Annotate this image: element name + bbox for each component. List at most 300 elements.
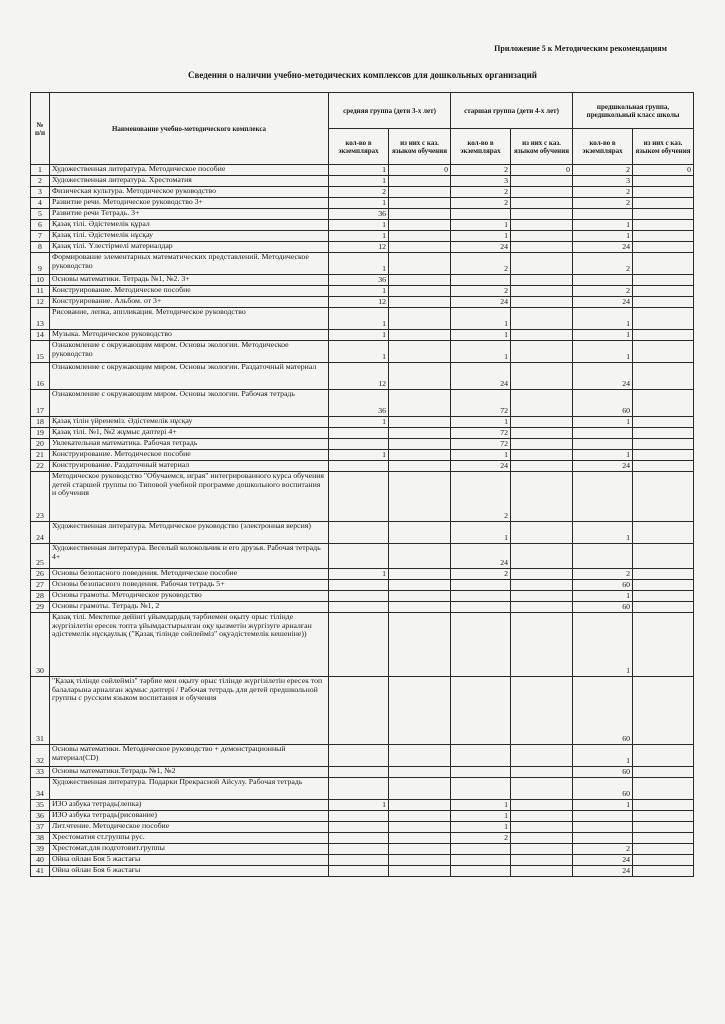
row-number: 26 [31, 569, 50, 580]
qty-cell [329, 428, 389, 439]
kaz-cell [511, 439, 573, 450]
qty-cell: 60 [573, 602, 633, 613]
kaz-cell [389, 833, 451, 844]
row-name: Формирование элементарных математических представлений. Методическое руководство [50, 253, 329, 275]
kaz-cell [389, 275, 451, 286]
qty-cell: 36 [329, 390, 389, 417]
row-name: Қазақ тілін үйренеміз. Әдістемелік нұсқау [50, 417, 329, 428]
row-name: Основы грамоты. Тетрадь №1, 2 [50, 602, 329, 613]
kaz-cell [511, 778, 573, 800]
table-row [31, 198, 694, 209]
qty-cell: 2 [451, 472, 511, 522]
kaz-cell [511, 390, 573, 417]
qty-cell: 2 [451, 165, 511, 176]
kaz-cell [511, 522, 573, 544]
qty-cell: 1 [451, 308, 511, 330]
kaz-cell [633, 220, 694, 231]
kaz-cell [633, 580, 694, 591]
qty-cell [329, 855, 389, 866]
qty-cell [329, 591, 389, 602]
kaz-cell [511, 833, 573, 844]
qty-cell: 2 [451, 253, 511, 275]
table-row [31, 800, 694, 811]
kaz-cell [633, 428, 694, 439]
qty-cell: 2 [573, 165, 633, 176]
qty-cell: 12 [329, 363, 389, 390]
kaz-cell [389, 286, 451, 297]
row-name: Основы математики. Методическое руководство + демонстрационный материал(CD) [50, 745, 329, 767]
kaz-cell [633, 209, 694, 220]
qty-cell: 1 [329, 308, 389, 330]
qty-cell: 1 [573, 450, 633, 461]
kaz-cell [511, 569, 573, 580]
table-row [31, 286, 694, 297]
qty-cell: 1 [573, 417, 633, 428]
kaz-cell [633, 341, 694, 363]
qty-cell [451, 844, 511, 855]
row-number: 33 [31, 767, 50, 778]
row-number: 38 [31, 833, 50, 844]
qty-cell: 1 [451, 822, 511, 833]
row-number: 8 [31, 242, 50, 253]
row-name: Развитие речи. Методическое руководство 3+ [50, 198, 329, 209]
kaz-cell [511, 800, 573, 811]
qty-cell: 2 [451, 198, 511, 209]
kaz-cell [633, 450, 694, 461]
qty-cell: 12 [329, 297, 389, 308]
row-name: Ознакомление с окружающим миром. Основы экологии. Методическое руководство [50, 341, 329, 363]
kaz-cell [633, 286, 694, 297]
kaz-cell [633, 602, 694, 613]
row-number: 12 [31, 297, 50, 308]
kaz-cell [511, 417, 573, 428]
table-row [31, 580, 694, 591]
kaz-cell [389, 198, 451, 209]
qty-cell [451, 866, 511, 877]
table-row [31, 811, 694, 822]
row-number: 35 [31, 800, 50, 811]
qty-cell: 1 [329, 220, 389, 231]
row-number: 21 [31, 450, 50, 461]
qty-cell: 2 [573, 844, 633, 855]
qty-cell: 1 [451, 231, 511, 242]
header-num: № п/п [31, 93, 50, 165]
kaz-cell [511, 220, 573, 231]
kaz-cell [511, 544, 573, 569]
qty-cell: 2 [451, 569, 511, 580]
row-name: Конструирование. Альбом. от 3+ [50, 297, 329, 308]
row-number: 14 [31, 330, 50, 341]
qty-cell [573, 544, 633, 569]
row-number: 4 [31, 198, 50, 209]
qty-cell: 60 [573, 390, 633, 417]
row-number: 27 [31, 580, 50, 591]
qty-cell [573, 439, 633, 450]
row-name: Основы грамоты. Методическое руководство [50, 591, 329, 602]
row-number: 15 [31, 341, 50, 363]
kaz-cell [511, 275, 573, 286]
row-name: Основы безопасного поведения. Рабочая тетрадь 5+ [50, 580, 329, 591]
qty-cell [451, 591, 511, 602]
kaz-cell [511, 822, 573, 833]
qty-cell: 1 [573, 330, 633, 341]
table-row [31, 253, 694, 275]
header-qty: кол-во в экземплярах [329, 129, 389, 165]
table-row [31, 613, 694, 677]
kaz-cell [389, 417, 451, 428]
qty-cell: 1 [451, 800, 511, 811]
kaz-cell [389, 800, 451, 811]
qty-cell: 60 [573, 677, 633, 745]
qty-cell: 72 [451, 428, 511, 439]
qty-cell: 1 [329, 800, 389, 811]
qty-cell: 2 [329, 187, 389, 198]
table-row [31, 767, 694, 778]
kaz-cell [633, 461, 694, 472]
kaz-cell [511, 242, 573, 253]
kaz-cell [389, 866, 451, 877]
qty-cell: 24 [573, 461, 633, 472]
qty-cell [451, 767, 511, 778]
kaz-cell [633, 569, 694, 580]
table-row [31, 297, 694, 308]
row-name: Основы математики.Тетрадь №1, №2 [50, 767, 329, 778]
row-name: Хрестоматия ст.группы рус. [50, 833, 329, 844]
kaz-cell [633, 297, 694, 308]
header-qty: кол-во в экземплярах [573, 129, 633, 165]
table-row [31, 677, 694, 745]
qty-cell: 2 [451, 286, 511, 297]
row-name: Физическая культура. Методическое руководство [50, 187, 329, 198]
qty-cell: 1 [573, 220, 633, 231]
qty-cell: 72 [451, 439, 511, 450]
kaz-cell [511, 844, 573, 855]
row-number: 36 [31, 811, 50, 822]
kaz-cell [389, 745, 451, 767]
row-number: 18 [31, 417, 50, 428]
row-name: Музыка. Методическое руководство [50, 330, 329, 341]
qty-cell: 2 [573, 198, 633, 209]
row-number: 34 [31, 778, 50, 800]
row-number: 32 [31, 745, 50, 767]
kaz-cell [511, 591, 573, 602]
kaz-cell [389, 363, 451, 390]
header-kaz: из них с каз. языком обучения [511, 129, 573, 165]
header-kaz: из них с каз. языком обучения [633, 129, 694, 165]
qty-cell: 1 [573, 341, 633, 363]
qty-cell: 2 [451, 833, 511, 844]
table-row [31, 544, 694, 569]
table-row [31, 176, 694, 187]
qty-cell [451, 613, 511, 677]
qty-cell: 24 [573, 855, 633, 866]
table-row [31, 833, 694, 844]
kaz-cell [633, 591, 694, 602]
table-row [31, 855, 694, 866]
row-number: 6 [31, 220, 50, 231]
qty-cell: 2 [573, 187, 633, 198]
kaz-cell [511, 363, 573, 390]
qty-cell [329, 677, 389, 745]
qty-cell [329, 602, 389, 613]
row-name: Хрестомат.для подготовит.группы [50, 844, 329, 855]
qty-cell: 72 [451, 390, 511, 417]
kaz-cell [633, 544, 694, 569]
row-number: 37 [31, 822, 50, 833]
qty-cell: 1 [329, 450, 389, 461]
kaz-cell [511, 450, 573, 461]
row-name: Художественная литература. Подарки Прекрасной Айсулу. Рабочая тетрадь [50, 778, 329, 800]
table-row [31, 461, 694, 472]
qty-cell: 1 [573, 613, 633, 677]
kaz-cell [389, 591, 451, 602]
kaz-cell [633, 176, 694, 187]
kaz-cell [389, 253, 451, 275]
row-number: 20 [31, 439, 50, 450]
kaz-cell [511, 297, 573, 308]
qty-cell [451, 580, 511, 591]
qty-cell: 1 [573, 745, 633, 767]
kaz-cell [389, 231, 451, 242]
table-row [31, 428, 694, 439]
qty-cell: 1 [451, 330, 511, 341]
kaz-cell [633, 855, 694, 866]
qty-cell [573, 209, 633, 220]
qty-cell: 1 [329, 253, 389, 275]
kaz-cell [389, 176, 451, 187]
row-name: Методическое руководство "Обучаемся, играя" интегрированного курса обучения детей старшей группы по Типовой учебной программе дошкольного воспитания и обучения [50, 472, 329, 522]
kaz-cell [389, 341, 451, 363]
kaz-cell [511, 472, 573, 522]
table-row [31, 363, 694, 390]
qty-cell [329, 461, 389, 472]
qty-cell: 36 [329, 209, 389, 220]
table-row [31, 330, 694, 341]
kaz-cell [389, 220, 451, 231]
kaz-cell [633, 187, 694, 198]
kaz-cell [633, 811, 694, 822]
table-row [31, 866, 694, 877]
appendix-note: Приложение 5 к Методическим рекомендациям [494, 44, 667, 53]
kaz-cell [511, 461, 573, 472]
kaz-cell [633, 800, 694, 811]
kaz-cell [511, 811, 573, 822]
qty-cell: 3 [573, 176, 633, 187]
qty-cell: 1 [573, 308, 633, 330]
kaz-cell [389, 330, 451, 341]
qty-cell: 1 [329, 341, 389, 363]
kaz-cell [511, 855, 573, 866]
kaz-cell [633, 778, 694, 800]
row-name: Художественная литература. Методическое пособие [50, 165, 329, 176]
qty-cell: 3 [451, 176, 511, 187]
row-name: Лит.чтение. Методическое пособие [50, 822, 329, 833]
table-row [31, 602, 694, 613]
row-name: Рисование, лепка, аппликация. Методическое руководство [50, 308, 329, 330]
table-row [31, 165, 694, 176]
header-group-senior: старшая группа (дети 4-х лет) [451, 93, 573, 129]
kaz-cell [633, 330, 694, 341]
kaz-cell: 0 [633, 165, 694, 176]
kaz-cell [633, 242, 694, 253]
qty-cell: 24 [573, 242, 633, 253]
qty-cell: 1 [573, 800, 633, 811]
row-number: 9 [31, 253, 50, 275]
row-name: Ознакомление с окружающим миром. Основы экологии. Раздаточный материал [50, 363, 329, 390]
kaz-cell [633, 253, 694, 275]
kaz-cell [511, 231, 573, 242]
row-name: Основы безопасного поведения. Методическое пособие [50, 569, 329, 580]
qty-cell: 24 [573, 363, 633, 390]
kaz-cell [389, 209, 451, 220]
kaz-cell [511, 209, 573, 220]
qty-cell: 1 [451, 417, 511, 428]
row-number: 16 [31, 363, 50, 390]
kaz-cell [633, 613, 694, 677]
qty-cell [329, 767, 389, 778]
qty-cell: 2 [451, 187, 511, 198]
table-row [31, 844, 694, 855]
qty-cell [329, 580, 389, 591]
kaz-cell [389, 855, 451, 866]
row-name: Художественная литература. Методическое руководство (электронная версия) [50, 522, 329, 544]
kaz-cell [633, 439, 694, 450]
qty-cell [573, 275, 633, 286]
qty-cell: 1 [329, 417, 389, 428]
row-name: Қазақ тілі. №1, №2 жұмыс дәптері 4+ [50, 428, 329, 439]
row-number: 24 [31, 522, 50, 544]
header-group-mid: средняя группа (дети 3-х лет) [329, 93, 451, 129]
kaz-cell [511, 602, 573, 613]
kaz-cell [389, 844, 451, 855]
row-number: 2 [31, 176, 50, 187]
kaz-cell [633, 417, 694, 428]
row-name: Қазақ тілі. Мектепке дейінгі ұйымдардың тәрбиемен оқыту орыс тілінде жүргізілетін ересек топта ұйымдастырылған оқу қызметін жүргізуге арналған әдістемелік нұсқаулық ("Қазақ тілінде сөйлейміз" оқуәдістемелік кешеніне)) [50, 613, 329, 677]
table-row [31, 231, 694, 242]
row-number: 30 [31, 613, 50, 677]
row-name: Художественная литература. Веселый колокольчик и его друзья. Рабочая тетрадь 4+ [50, 544, 329, 569]
header-kaz: из них с каз. языком обучения [389, 129, 451, 165]
qty-cell: 1 [451, 341, 511, 363]
qty-cell: 1 [329, 198, 389, 209]
kaz-cell [633, 275, 694, 286]
kaz-cell [389, 822, 451, 833]
qty-cell: 24 [451, 297, 511, 308]
qty-cell [329, 822, 389, 833]
qty-cell [329, 544, 389, 569]
qty-cell: 24 [573, 297, 633, 308]
kaz-cell [633, 767, 694, 778]
qty-cell [451, 275, 511, 286]
qty-cell [451, 602, 511, 613]
row-number: 3 [31, 187, 50, 198]
table-row [31, 390, 694, 417]
row-number: 22 [31, 461, 50, 472]
kaz-cell [389, 472, 451, 522]
kaz-cell [389, 390, 451, 417]
row-number: 11 [31, 286, 50, 297]
qty-cell: 1 [329, 569, 389, 580]
kaz-cell [389, 778, 451, 800]
qty-cell [329, 833, 389, 844]
row-name: Қазақ тілі. Әдістемелік нұсқау [50, 231, 329, 242]
row-name: Увлекательная математика. Рабочая тетрадь [50, 439, 329, 450]
qty-cell: 1 [329, 330, 389, 341]
header-name: Наименование учебно-методического комплекса [50, 93, 329, 165]
qty-cell [451, 209, 511, 220]
table-row [31, 778, 694, 800]
table-row [31, 472, 694, 522]
qty-cell: 1 [329, 286, 389, 297]
qty-cell [451, 745, 511, 767]
kaz-cell [511, 677, 573, 745]
kaz-cell [633, 866, 694, 877]
table-row [31, 569, 694, 580]
kaz-cell: 0 [389, 165, 451, 176]
kaz-cell [511, 341, 573, 363]
qty-cell: 1 [451, 811, 511, 822]
table-row [31, 745, 694, 767]
row-name: Основы математики. Тетрадь №1, №2. 3+ [50, 275, 329, 286]
kaz-cell: 0 [511, 165, 573, 176]
row-number: 40 [31, 855, 50, 866]
kaz-cell [389, 439, 451, 450]
qty-cell [329, 866, 389, 877]
table-row [31, 591, 694, 602]
table-row [31, 822, 694, 833]
qty-cell: 24 [451, 461, 511, 472]
row-name: Ойна ойлан Боя 6 жастағы [50, 866, 329, 877]
row-name: Конструирование. Раздаточный материал [50, 461, 329, 472]
qty-cell: 24 [451, 544, 511, 569]
qty-cell: 1 [451, 450, 511, 461]
row-name: ИЗО азбука тетрадь(рисование) [50, 811, 329, 822]
qty-cell [329, 472, 389, 522]
qty-cell [573, 472, 633, 522]
kaz-cell [389, 428, 451, 439]
kaz-cell [389, 677, 451, 745]
qty-cell: 1 [329, 165, 389, 176]
row-number: 31 [31, 677, 50, 745]
row-number: 5 [31, 209, 50, 220]
kaz-cell [511, 580, 573, 591]
table-row [31, 522, 694, 544]
kaz-cell [633, 677, 694, 745]
kaz-cell [511, 176, 573, 187]
qty-cell [451, 778, 511, 800]
row-number: 1 [31, 165, 50, 176]
table-row [31, 308, 694, 330]
row-number: 41 [31, 866, 50, 877]
table-row [31, 242, 694, 253]
qty-cell: 24 [573, 866, 633, 877]
qty-cell [451, 855, 511, 866]
kaz-cell [389, 461, 451, 472]
qty-cell: 2 [573, 569, 633, 580]
kaz-cell [511, 286, 573, 297]
row-name: Қазақ тілі. Әдістемелік құрал [50, 220, 329, 231]
row-number: 7 [31, 231, 50, 242]
page-title: Сведения о наличии учебно-методических комплексов для дошкольных организаций [187, 70, 537, 80]
qty-cell: 1 [329, 231, 389, 242]
qty-cell: 1 [573, 231, 633, 242]
table-row [31, 275, 694, 286]
row-number: 23 [31, 472, 50, 522]
row-name: "Қазақ тілінде сөйлейміз" тәрбие мен оқыту орыс тілінде жүргізілетін ересек топ балаларына арналған жұмыс дәптері / Рабочая тетрадь для детей предшкольной группы с русским языком воспитания и обучения [50, 677, 329, 745]
kaz-cell [511, 198, 573, 209]
kaz-cell [633, 198, 694, 209]
table-row [31, 450, 694, 461]
